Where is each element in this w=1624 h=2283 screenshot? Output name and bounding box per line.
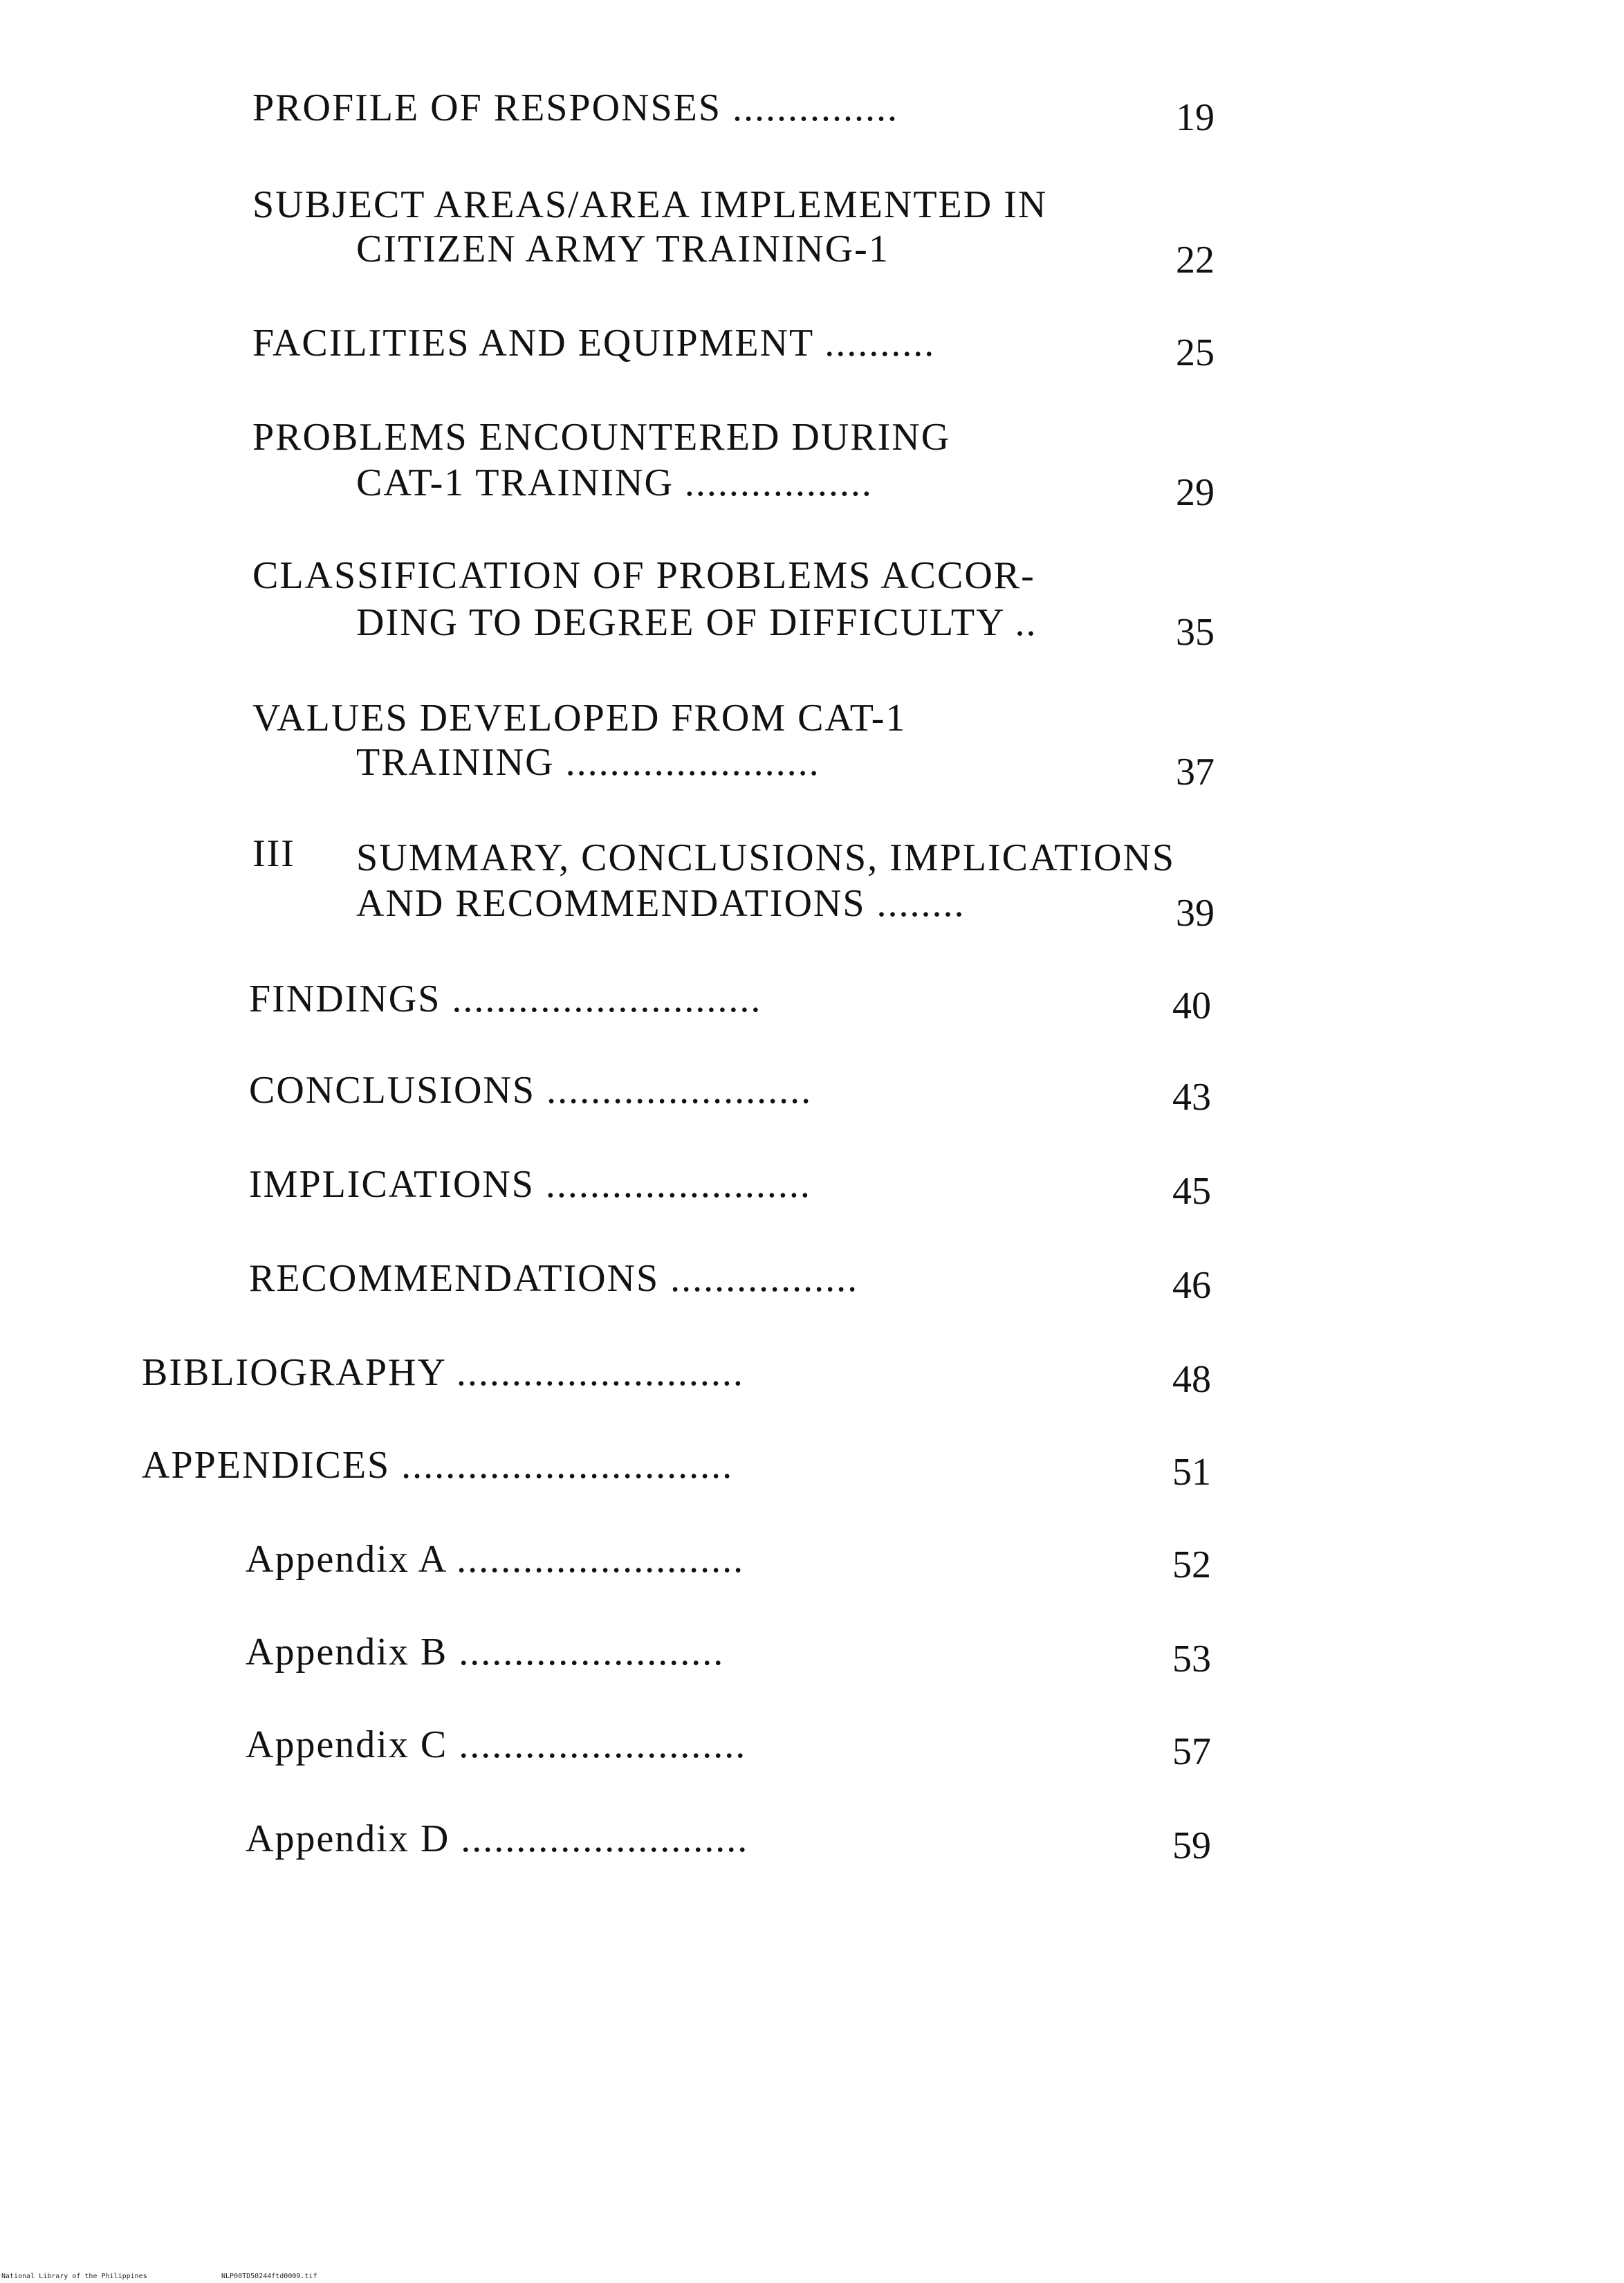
toc-entry-page-number: 29 — [1176, 471, 1215, 514]
toc-entry-problems-title-line2 — [356, 461, 873, 504]
leader-dots: .......................... — [456, 1538, 745, 1581]
leader-dots: .. — [1015, 601, 1037, 644]
toc-entry-classification-title-line2 — [356, 603, 1037, 642]
toc-entry-page-number: 57 — [1172, 1730, 1211, 1773]
toc-entry-page-number: 59 — [1172, 1824, 1211, 1867]
toc-entry-title: Appendix A — [246, 1538, 446, 1581]
toc-entry-title: FINDINGS — [249, 978, 441, 1020]
toc-entry-page-number: 53 — [1172, 1638, 1211, 1680]
leader-dots: ............... — [732, 86, 898, 129]
toc-entry-classification-title-line1: CLASSIFICATION OF PROBLEMS ACCOR- — [252, 554, 1035, 597]
toc-entry-title: PROFILE OF RESPONSES — [252, 86, 721, 129]
toc-entry-appendix-d-title — [246, 1819, 748, 1858]
toc-entry-title: DING TO DEGREE OF DIFFICULTY — [356, 601, 1004, 644]
toc-entry-page-number: 51 — [1172, 1451, 1211, 1494]
leader-dots: .......................... — [461, 1817, 749, 1860]
leader-dots: ....................... — [565, 741, 820, 784]
toc-entry-problems-title-line1: PROBLEMS ENCOUNTERED DURING — [252, 416, 951, 459]
toc-entry-values-title-line2 — [356, 743, 820, 782]
toc-entry-page-number: 25 — [1176, 331, 1215, 374]
toc-entry-bibliography-title — [142, 1353, 744, 1392]
leader-dots: ........................ — [459, 1631, 725, 1674]
toc-entry-facilities-title — [252, 324, 935, 363]
leader-dots: ........................ — [545, 1163, 811, 1206]
toc-entry-page-number: 22 — [1176, 239, 1215, 282]
toc-entry-findings-title — [249, 980, 762, 1018]
leader-dots: .......................... — [456, 1351, 744, 1394]
toc-entry-page-number: 43 — [1172, 1076, 1211, 1119]
leader-dots: ................. — [670, 1257, 859, 1300]
toc-entry-subject-title-line1: SUBJECT AREAS/AREA IMPLEMENTED IN — [252, 183, 1048, 226]
toc-entry-title: Appendix B — [246, 1631, 448, 1674]
footer-library-name: National Library of the Philippines — [1, 2273, 147, 2280]
chapter-numeral: III — [252, 832, 295, 875]
toc-entry-title: TRAINING — [356, 741, 555, 784]
toc-entry-title: RECOMMENDATIONS — [249, 1257, 660, 1300]
toc-entry-profile-title — [252, 86, 898, 129]
leader-dots: ........ — [876, 882, 966, 925]
toc-entry-title: Appendix D — [246, 1817, 450, 1860]
leader-dots: .............................. — [401, 1444, 734, 1487]
leader-dots: ............................ — [452, 978, 762, 1020]
toc-entry-title: CAT-1 TRAINING — [356, 461, 674, 504]
toc-entry-page-number: 39 — [1176, 892, 1215, 935]
toc-entry-subject-title-line2: CITIZEN ARMY TRAINING-1 — [356, 228, 889, 271]
footer-filename: NLP00TD50244ftd0009.tif — [221, 2273, 317, 2280]
toc-entry-appendix-a-title — [246, 1540, 744, 1579]
toc-entry-page-number: 37 — [1176, 751, 1215, 794]
toc-entry-title: IMPLICATIONS — [249, 1163, 535, 1206]
leader-dots: .......................... — [459, 1723, 747, 1766]
leader-dots: ........................ — [546, 1069, 813, 1112]
toc-entry-recommendations-title — [249, 1259, 858, 1298]
toc-entry-appendices-title — [142, 1446, 733, 1485]
toc-entry-page-number: 19 — [1176, 96, 1215, 139]
toc-entry-page-number: 35 — [1176, 611, 1215, 654]
toc-entry-appendix-b-title — [246, 1631, 725, 1674]
toc-entry-appendix-c-title — [246, 1725, 746, 1764]
toc-entry-page-number: 52 — [1172, 1543, 1211, 1586]
leader-dots: ................. — [684, 461, 873, 504]
toc-entry-page-number: 40 — [1172, 984, 1211, 1027]
toc-entry-page-number: 46 — [1172, 1264, 1211, 1307]
toc-entry-title: CONCLUSIONS — [249, 1069, 536, 1112]
toc-entry-values-title-line1: VALUES DEVELOPED FROM CAT-1 — [252, 697, 907, 740]
toc-entry-title: Appendix C — [246, 1723, 448, 1766]
toc-entry-title: BIBLIOGRAPHY — [142, 1351, 445, 1394]
toc-entry-chapter3-title-line1: SUMMARY, CONCLUSIONS, IMPLICATIONS — [356, 836, 1176, 879]
toc-entry-page-number: 45 — [1172, 1170, 1211, 1213]
leader-dots: .......... — [824, 322, 936, 365]
toc-entry-implications-title — [249, 1165, 811, 1204]
toc-entry-page-number: 48 — [1172, 1358, 1211, 1401]
toc-entry-title: FACILITIES AND EQUIPMENT — [252, 322, 814, 365]
toc-entry-chapter3-title-line2 — [356, 884, 965, 923]
toc-entry-title: APPENDICES — [142, 1444, 391, 1487]
toc-entry-conclusions-title — [249, 1071, 812, 1110]
toc-entry-title: AND RECOMMENDATIONS — [356, 882, 866, 925]
